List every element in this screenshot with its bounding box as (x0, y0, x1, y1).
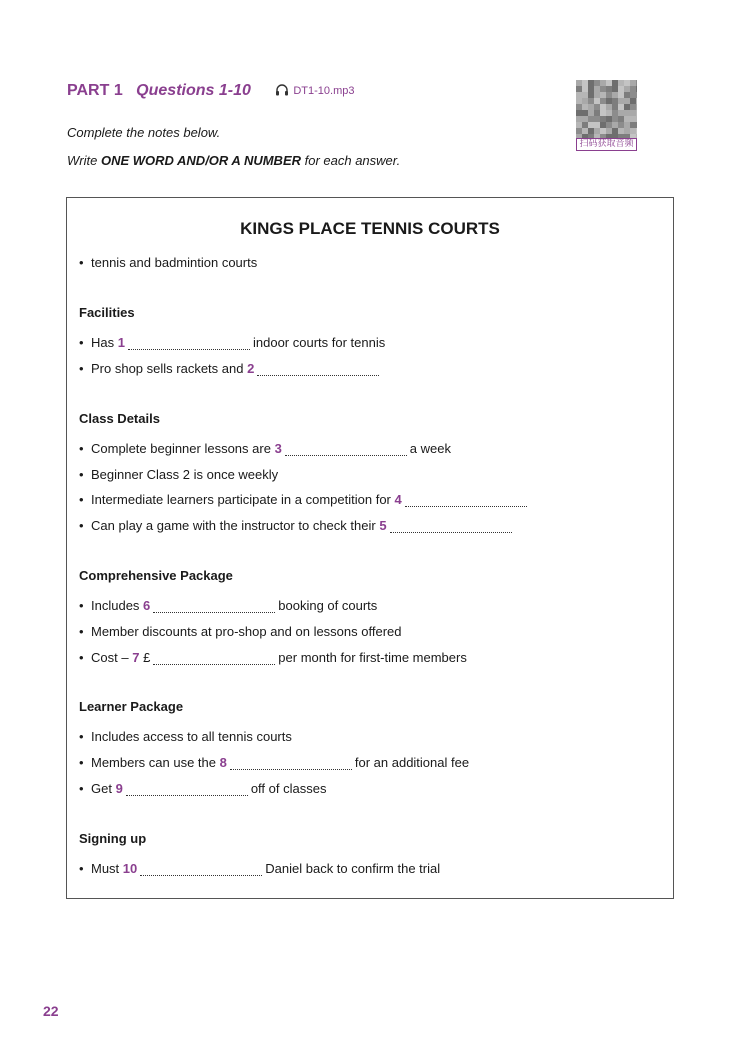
answer-blank-3[interactable] (285, 454, 407, 456)
question-number: 7 (132, 650, 140, 665)
headphones-icon (275, 84, 289, 96)
questions-label: Questions 1-10 (136, 82, 251, 99)
question-3: • Complete beginner lessons are 3 a week (79, 441, 451, 456)
qr-code[interactable] (576, 80, 637, 151)
answer-blank-9[interactable] (126, 794, 248, 796)
heading-facilities: Facilities (79, 305, 135, 320)
heading-learner: Learner Package (79, 699, 184, 714)
audio-filename: DT1-10.mp3 (293, 85, 355, 97)
note-class-2: • Beginner Class 2 is once weekly (79, 467, 279, 482)
answer-blank-8[interactable] (230, 768, 352, 770)
question-number: 2 (247, 361, 255, 376)
question-4: • Intermediate learners participate in a competition for 4 (79, 492, 530, 507)
heading-class-details: Class Details (79, 411, 160, 426)
notes-box (66, 197, 674, 899)
question-2: • Pro shop sells rackets and 2 (79, 361, 382, 376)
answer-blank-10[interactable] (140, 874, 262, 876)
part-header (67, 82, 354, 100)
instruction-line-2: Write ONE WORD AND/OR A NUMBER for each answer. (67, 153, 401, 168)
question-number: 8 (219, 755, 227, 770)
question-10: • Must 10 Daniel back to confirm the trial (79, 861, 441, 876)
note-member-discounts: • Member discounts at pro-shop and on lessons offered (79, 624, 402, 639)
question-8: • Members can use the 8 for an additional fee (79, 755, 470, 770)
page-number: 22 (43, 1003, 59, 1019)
answer-blank-4[interactable] (405, 505, 527, 507)
answer-blank-2[interactable] (257, 374, 379, 376)
note-intro: • tennis and badmintion courts (79, 255, 258, 270)
question-6: • Includes 6 booking of courts (79, 598, 378, 613)
question-5: • Can play a game with the instructor to check their 5 (79, 518, 515, 533)
answer-blank-1[interactable] (128, 348, 250, 350)
audio-link[interactable] (275, 84, 354, 97)
question-9: • Get 9 off of classes (79, 781, 327, 796)
question-number: 5 (379, 518, 387, 533)
question-number: 3 (274, 441, 282, 456)
answer-blank-6[interactable] (153, 611, 275, 613)
question-number: 6 (143, 598, 151, 613)
note-learner-access: • Includes access to all tennis courts (79, 729, 292, 744)
notes-title: KINGS PLACE TENNIS COURTS (240, 219, 500, 238)
instruction-line-1: Complete the notes below. (67, 125, 221, 140)
heading-comprehensive: Comprehensive Package (79, 568, 233, 583)
question-1: • Has 1 indoor courts for tennis (79, 335, 386, 350)
answer-blank-5[interactable] (390, 531, 512, 533)
question-7: • Cost – 7 £ per month for first-time members (79, 650, 467, 665)
qr-caption: 扫码获取音频 (576, 138, 637, 151)
qr-code-image (576, 80, 637, 138)
heading-signing-up: Signing up (79, 831, 147, 846)
answer-blank-7[interactable] (153, 663, 275, 665)
question-number: 9 (115, 781, 123, 796)
question-number: 10 (122, 861, 138, 876)
part-label: PART 1 (67, 82, 123, 99)
instruction-emphasis: ONE WORD AND/OR A NUMBER (100, 153, 301, 168)
question-number: 4 (394, 492, 402, 507)
question-number: 1 (117, 335, 125, 350)
